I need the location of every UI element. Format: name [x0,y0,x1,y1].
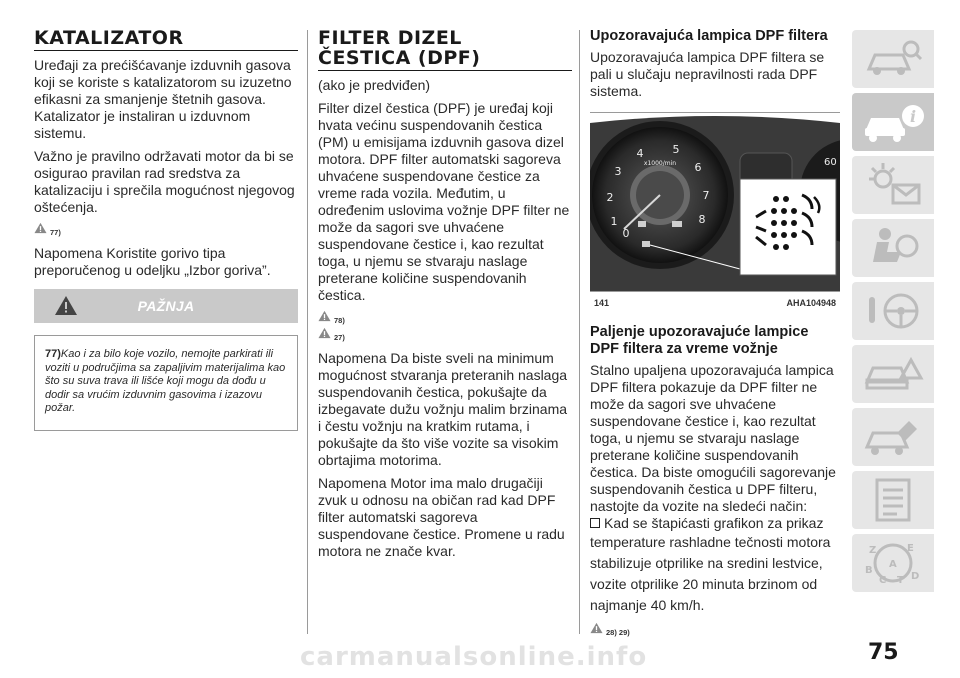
subheading-lamp-while-driving: Paljenje upozoravajuće lampice DPF filtera za vreme vožnje [590,324,809,357]
section-title-line-2: ČESTICA (DPF) [318,47,481,69]
figure-number: 141 [594,298,610,308]
note-paragraph: Napomena Koristite gorivo tipa preporučenog u odeljku „Izbor goriva”. [34,245,271,278]
list-item-text: Kad se štapićasti grafikon za prikaz [604,515,824,531]
svg-text:8: 8 [698,213,706,226]
svg-text:4: 4 [636,147,644,160]
car-info-icon [861,98,925,146]
tab-emergency[interactable] [852,345,934,403]
warning-triangle-icon [34,222,47,234]
reference-number: 28) 29) [606,628,630,637]
tab-safety[interactable] [852,219,934,277]
car-service-icon [861,413,925,461]
svg-text:B: B [865,565,873,576]
column-divider [307,30,308,634]
figure-dashboard [590,112,840,292]
svg-text:A: A [889,559,897,570]
note-paragraph: Napomena Da biste sveli na minimum mogućnost stvaranja preteranih naslaga suspendovanih čestica, pokušajte da izbegavate dužu vožnju malim brzinama i čestu vožnju na kratkim rutama, i pokušajte da što više vozite sa visokim obrtajima motorima. [318,350,568,468]
reference-number: 27) [334,333,345,342]
paragraph: Upozoravajuća lampica DPF filtera se pali u slučaju nepravilnosti rada DPF sistema. [590,49,825,99]
svg-text:2: 2 [606,191,614,204]
warning-body: Kao i za bilo koje vozilo, nemojte parkirati ili voziti u područjima sa zapaljivim materijalima kao što su suva trava ili lišće koji mogu da dođu u dodir sa vrućim izduvnim gasovima i izazovu požar. [45,348,286,414]
checkbox-bullet-icon [590,518,600,528]
chapter-tabs [852,30,934,597]
svg-text:T: T [897,575,904,586]
figure-code: AHA104948 [786,298,836,308]
warning-reference [318,310,572,325]
reference-number: 77) [50,228,61,237]
steering-wheel-icon [861,287,925,335]
checklist-icon [861,476,925,524]
warning-number: 77) [45,348,61,360]
warning-triangle-icon [318,310,331,322]
caution-reference [318,327,572,342]
warning-title: PAŽNJA [137,298,195,314]
warning-box [34,335,298,431]
warning-reference [34,222,298,237]
tab-maintenance[interactable] [852,408,934,466]
paragraph: temperature rashladne tečnosti motora stabilizuje otprilike na sredini lestvice, [590,534,831,571]
paragraph: (ako je predviđen) [318,77,431,93]
watermark-footer: carmanualsonline.info [300,642,648,672]
list-item [590,515,840,532]
warning-reference [590,622,840,637]
svg-text:60: 60 [824,157,837,168]
tab-index[interactable] [852,534,934,592]
car-dashboard-icon [861,35,925,83]
light-message-icon [861,161,925,209]
subheading-dpf-warning-lamp: Upozoravajuća lampica DPF filtera [590,28,828,44]
gauge-unit-label: x1000/min [643,160,677,167]
tab-technical-data[interactable] [852,471,934,529]
tab-lights-messages[interactable] [852,156,934,214]
svg-text:D: D [911,571,920,582]
paragraph: Uređaji za prećišćavanje izduvnih gasova koji se koriste s katalizatorom su izuzetno efikasni za smanjenje štetnih gasova. Katalizator je instaliran u izduvnom sistemu. [34,57,292,141]
page-number: 75 [868,640,899,665]
svg-text:E: E [907,543,914,554]
column-dpf [318,28,572,566]
caution-triangle-icon [318,327,331,339]
section-title-dpf [318,28,572,71]
seat-airbag-icon [861,224,925,272]
column-katalizator [34,28,298,431]
warning-text [45,348,289,416]
svg-text:1: 1 [610,215,618,228]
svg-text:0: 0 [622,227,630,240]
reference-number: 78) [334,316,345,325]
svg-text:C: C [879,575,887,586]
section-title-line-1: FILTER DIZEL [318,27,462,49]
tab-dashboard[interactable] [852,30,934,88]
tab-car-info[interactable] [852,93,934,151]
tab-driving[interactable] [852,282,934,340]
paragraph: Stalno upaljena upozoravajuća lampica DPF filtera pokazuje da DPF filter ne može da sagori sve uhvaćene suspendovane čestice i, kao rezultat toga, u njemu se stvaraju naslage preterane količine suspendovanih čestica. Da biste omogućili sagorevanje suspendovanih čestica u DPF filteru, nastojte da vozite na sledeći način: [590,362,836,514]
dashboard-illustration [590,113,840,291]
paragraph: Filter dizel čestica (DPF) je uređaj koji hvata većinu suspendovanih čestica (PM) u emisijama izduvnih gasova dizel motora. DPF filter automatski sagoreva uhvaćene suspendovane čestice za vreme rada vozila. Međutim, u određenim uslovima vožnje DPF filter ne može da sagori sve uhvaćene suspendovane čestice i, kao rezultat toga, u njemu se stvaraju naslage preterane količine suspendovanih čestica. [318,100,570,303]
note-paragraph: Napomena Motor ima malo drugačiji zvuk u odnosu na običan rad kad DPF filter automatski sagoreva suspendovane čestice. Promene u radu motora ne znače kvar. [318,475,565,559]
svg-text:6: 6 [694,161,702,174]
column-dpf-warning [590,28,840,645]
warning-triangle-icon [590,622,603,634]
section-title-katalizator: KATALIZATOR [34,28,298,51]
svg-text:3: 3 [614,165,622,178]
warning-header [34,289,298,323]
warning-car-icon [861,350,925,398]
svg-text:Z: Z [869,545,877,556]
alphabet-index-icon [861,539,925,587]
paragraph: Važno je pravilno održavati motor da bi se osigurao pravilan rad sredstva za katalizaciju i sprečila mogućnost njegovog oštećenja. [34,148,295,215]
paragraph: vozite otprilike 20 minuta brzinom od najmanje 40 km/h. [590,576,818,613]
svg-text:5: 5 [672,143,680,156]
figure-caption [590,298,840,308]
svg-text:7: 7 [702,189,710,202]
svg-text:i: i [909,107,917,126]
warning-triangle-icon [54,295,78,316]
column-divider [579,30,580,634]
